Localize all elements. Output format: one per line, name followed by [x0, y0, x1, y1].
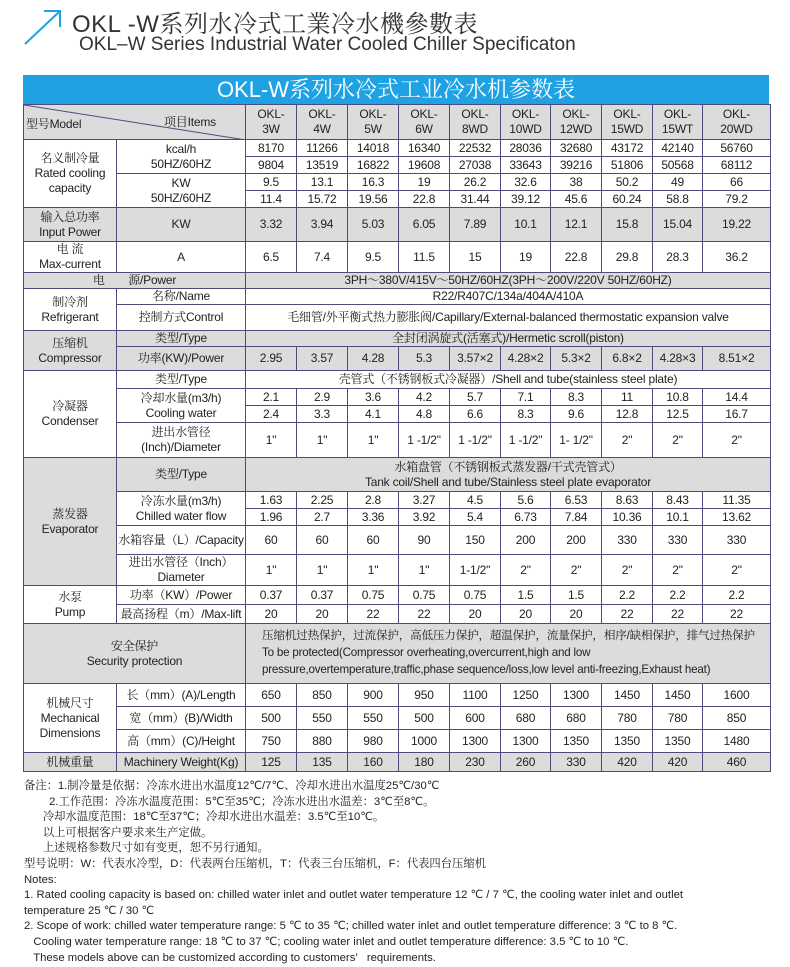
value-cell: 1480 [703, 730, 771, 753]
max-current-row [24, 242, 771, 273]
value-cell: 1.63 [246, 492, 297, 509]
value-cell: 5.03 [348, 208, 399, 242]
refrigerant-row [24, 305, 771, 331]
note-line: 型号说明：W：代表水冷型，D：代表两台压缩机，T：代表三台压缩机，F：代表四台压缩机 [24, 857, 486, 870]
value-cell: 22 [703, 605, 771, 624]
value-cell: 13519 [297, 157, 348, 174]
value-cell: 9.5 [348, 242, 399, 273]
value-cell: 1 -1/2" [399, 423, 450, 458]
value-cell: 49 [653, 174, 703, 191]
value-cell: 3.92 [399, 509, 450, 526]
value-cell: 0.75 [450, 586, 501, 605]
value-cell: 15.72 [297, 191, 348, 208]
value-cell: 3.57 [297, 347, 348, 371]
weight-row [24, 753, 771, 772]
sub-label: 长（mm）(A)/Length [117, 684, 246, 707]
value-cell: 9804 [246, 157, 297, 174]
note-line: 以上可根据客户要求来生产定做。 [24, 826, 213, 839]
value-cell: 0.37 [246, 586, 297, 605]
group-label: 冷凝器 Condenser [24, 371, 117, 458]
value-cell: 16.3 [348, 174, 399, 191]
value-cell: 20 [297, 605, 348, 624]
value-cell: 3.32 [246, 208, 297, 242]
value-cell: 79.2 [703, 191, 771, 208]
value-cell: 2" [501, 555, 551, 586]
value-cell: 13.1 [297, 174, 348, 191]
note-line: 2.工作范围：冷冻水温度范围：5℃至35℃；冷冻水进出水温差：3℃至8℃。 [24, 795, 435, 808]
value-cell: 33643 [501, 157, 551, 174]
sub-label: 功率（KW）/Power [117, 586, 246, 605]
value-cell: 1300 [501, 730, 551, 753]
notes [24, 779, 683, 966]
value-cell: 650 [246, 684, 297, 707]
value-cell: 4.28×2 [501, 347, 551, 371]
group-label: 机械重量 [24, 753, 117, 772]
value-cell: 2" [602, 555, 653, 586]
value-cell: 330 [551, 753, 602, 772]
value-cell: 19.56 [348, 191, 399, 208]
value-cell: 260 [501, 753, 551, 772]
value-cell: 500 [399, 707, 450, 730]
sub-label: 高（mm）(C)/Height [117, 730, 246, 753]
sub-label: 宽（mm）(B)/Width [117, 707, 246, 730]
value-cell: 60 [246, 526, 297, 555]
value-cell: 8.63 [602, 492, 653, 509]
value-cell: 1" [348, 423, 399, 458]
value-cell: 4.28×3 [653, 347, 703, 371]
heading-english: OKL–W Series Industrial Water Cooled Chiller Specificaton [79, 34, 576, 55]
value-cell: 15 [450, 242, 501, 273]
model-header: OKL- 10WD [501, 105, 551, 140]
sub-label: Machinery Weight(Kg) [117, 753, 246, 772]
arrow-up-right-icon [22, 6, 66, 46]
value-cell: 420 [653, 753, 703, 772]
value-cell: 2.1 [246, 389, 297, 406]
value-cell: 180 [399, 753, 450, 772]
value-cell: 5.6 [501, 492, 551, 509]
value-cell: 5.3 [399, 347, 450, 371]
value-cell: 壳管式（不锈钢板式冷凝器）/Shell and tube(stainless steel plate) [246, 371, 771, 389]
value-cell: 2.2 [602, 586, 653, 605]
value-cell: 11266 [297, 140, 348, 157]
condenser-row [24, 371, 771, 389]
value-cell: 680 [501, 707, 551, 730]
value-cell: 9.5 [246, 174, 297, 191]
value-cell: 900 [348, 684, 399, 707]
value-cell: 125 [246, 753, 297, 772]
value-cell: 19608 [399, 157, 450, 174]
value-cell: 4.2 [399, 389, 450, 406]
sub-label: 进出水管径 (Inch)/Diameter [117, 423, 246, 458]
evaporator-row [24, 526, 771, 555]
value-cell: 4.8 [399, 406, 450, 423]
note-line: 冷却水温度范围：18℃至37℃；冷却水进出水温差：3.5℃至10℃。 [24, 811, 385, 824]
value-cell: 550 [348, 707, 399, 730]
value-cell: 5.3×2 [551, 347, 602, 371]
value-cell: 1" [348, 555, 399, 586]
sub-label: 类型/Type [117, 458, 246, 492]
value-cell: 330 [602, 526, 653, 555]
value-cell: 0.75 [399, 586, 450, 605]
value-cell: 6.6 [450, 406, 501, 423]
dimensions-row [24, 707, 771, 730]
value-cell: 230 [450, 753, 501, 772]
value-cell: 1.5 [551, 586, 602, 605]
value-cell: 1250 [501, 684, 551, 707]
value-cell: 2.4 [246, 406, 297, 423]
value-cell: 20 [450, 605, 501, 624]
value-cell: 6.8×2 [602, 347, 653, 371]
value-cell: 56760 [703, 140, 771, 157]
value-cell: 3.36 [348, 509, 399, 526]
value-cell: 2.7 [297, 509, 348, 526]
pump-row [24, 605, 771, 624]
value-cell: 14018 [348, 140, 399, 157]
value-cell: 150 [450, 526, 501, 555]
value-cell: 1- 1/2" [551, 423, 602, 458]
value-cell: 4.1 [348, 406, 399, 423]
value-cell: 50568 [653, 157, 703, 174]
value-cell: 27038 [450, 157, 501, 174]
sub-label: kcal/h 50HZ/60HZ [117, 140, 246, 174]
value-cell: 3.6 [348, 389, 399, 406]
value-cell: 16340 [399, 140, 450, 157]
value-cell: 850 [297, 684, 348, 707]
value-cell: 750 [246, 730, 297, 753]
value-cell: 2" [653, 423, 703, 458]
sub-label: KW 50HZ/60HZ [117, 174, 246, 208]
pump-row [24, 586, 771, 605]
value-cell: 15.04 [653, 208, 703, 242]
value-cell: 13.62 [703, 509, 771, 526]
value-cell: 1600 [703, 684, 771, 707]
group-label: 名义制冷量 Rated cooling capacity [24, 140, 117, 208]
sub-label: 冷却水量(m3/h) Cooling water [117, 389, 246, 423]
compressor-row [24, 347, 771, 371]
sub-label: 类型/Type [117, 371, 246, 389]
value-cell: 32.6 [501, 174, 551, 191]
group-label: 机械尺寸 Mechanical Dimensions [24, 684, 117, 753]
value-cell: 1300 [450, 730, 501, 753]
group-label: 制冷剂 Refrigerant [24, 289, 117, 331]
value-cell: 39.12 [501, 191, 551, 208]
value-cell: 29.8 [602, 242, 653, 273]
spec-table [23, 104, 771, 772]
model-header: OKL- 15WD [602, 105, 653, 140]
value-cell: 12.1 [551, 208, 602, 242]
evaporator-row [24, 492, 771, 509]
value-cell: 15.8 [602, 208, 653, 242]
value-cell: R22/R407C/134a/404A/410A [246, 289, 771, 305]
model-header: OKL- 15WT [653, 105, 703, 140]
group-label: 压缩机 Compressor [24, 331, 117, 371]
value-cell: 1" [297, 555, 348, 586]
value-cell: 38 [551, 174, 602, 191]
value-cell: 26.2 [450, 174, 501, 191]
value-cell: 3PH～380V/415V～50HZ/60HZ(3PH～200V/220V 50HZ/60HZ) [246, 273, 771, 289]
value-cell: 7.1 [501, 389, 551, 406]
value-cell: 51806 [602, 157, 653, 174]
value-cell: 4.28 [348, 347, 399, 371]
value-cell: 压缩机过热保护，过流保护，高低压力保护，超温保护，流量保护，相序/缺相保护，排气过热保护 To be protected(Compressor overheating,overcurrent,high and low pressure,overtemperature,traffic,phase sequence/loss,low level anti-freezing,Exhaust heat) [246, 624, 771, 684]
value-cell: 780 [653, 707, 703, 730]
value-cell: 8.3 [551, 389, 602, 406]
model-header: OKL- 5W [348, 105, 399, 140]
value-cell: 8.43 [653, 492, 703, 509]
note-line: 备注：1.制冷量是依据：冷冻水进出水温度12℃/7℃、冷却水进出水温度25℃/30℃ [24, 780, 440, 792]
value-cell: 16822 [348, 157, 399, 174]
power-row [24, 273, 771, 289]
value-cell: 3.94 [297, 208, 348, 242]
value-cell: 2" [703, 555, 771, 586]
value-cell: 1.96 [246, 509, 297, 526]
value-cell: 6.53 [551, 492, 602, 509]
value-cell: 6.05 [399, 208, 450, 242]
value-cell: 1000 [399, 730, 450, 753]
value-cell: 6.73 [501, 509, 551, 526]
condenser-row [24, 423, 771, 458]
compressor-row [24, 331, 771, 347]
value-cell: 2.8 [348, 492, 399, 509]
value-cell: 10.36 [602, 509, 653, 526]
value-cell: 980 [348, 730, 399, 753]
value-cell: 1-1/2" [450, 555, 501, 586]
value-cell: 10.8 [653, 389, 703, 406]
value-cell: 22 [348, 605, 399, 624]
note-line: temperature 25 ℃ / 30 ℃ [24, 904, 155, 917]
value-cell: 42140 [653, 140, 703, 157]
group-label: 输入总功率 Input Power [24, 208, 117, 242]
evaporator-row [24, 555, 771, 586]
value-cell: 2.2 [703, 586, 771, 605]
note-line: Cooling water temperature range: 18 ℃ to 37 ℃; cooling water inlet and outlet temperature difference: 3.5 ℃ to 10 ℃. [24, 935, 629, 948]
value-cell: 600 [450, 707, 501, 730]
value-cell: 22 [653, 605, 703, 624]
value-cell: 3.3 [297, 406, 348, 423]
value-cell: 19.22 [703, 208, 771, 242]
value-cell: 200 [501, 526, 551, 555]
note-line: Notes: [24, 873, 57, 886]
value-cell: 28036 [501, 140, 551, 157]
value-cell: 43172 [602, 140, 653, 157]
value-cell: 28.3 [653, 242, 703, 273]
value-cell: 32680 [551, 140, 602, 157]
value-cell: 2" [551, 555, 602, 586]
sub-label: 冷冻水量(m3/h) Chilled water flow [117, 492, 246, 526]
value-cell: 11.5 [399, 242, 450, 273]
model-header: OKL- 12WD [551, 105, 602, 140]
refrigerant-row [24, 289, 771, 305]
value-cell: 1 -1/2" [501, 423, 551, 458]
model-label: 型号Model [26, 117, 82, 131]
value-cell: 1100 [450, 684, 501, 707]
value-cell: 36.2 [703, 242, 771, 273]
value-cell: 31.44 [450, 191, 501, 208]
value-cell: 12.5 [653, 406, 703, 423]
sub-label: KW [117, 208, 246, 242]
value-cell: 2" [653, 555, 703, 586]
sub-label: 最高扬程（m）/Max-lift [117, 605, 246, 624]
value-cell: 2.25 [297, 492, 348, 509]
value-cell: 60 [348, 526, 399, 555]
value-cell: 7.89 [450, 208, 501, 242]
value-cell: 2.95 [246, 347, 297, 371]
value-cell: 950 [399, 684, 450, 707]
value-cell: 1" [399, 555, 450, 586]
value-cell: 2" [703, 423, 771, 458]
value-cell: 8.3 [501, 406, 551, 423]
value-cell: 16.7 [703, 406, 771, 423]
value-cell: 6.5 [246, 242, 297, 273]
sub-label: 进出水管径（Inch） Diameter [117, 555, 246, 586]
sub-label: 功率(KW)/Power [117, 347, 246, 371]
value-cell: 330 [653, 526, 703, 555]
value-cell: 7.4 [297, 242, 348, 273]
model-header: OKL- 3W [246, 105, 297, 140]
model-header: OKL- 6W [399, 105, 450, 140]
value-cell: 1350 [653, 730, 703, 753]
value-cell: 200 [551, 526, 602, 555]
value-cell: 19 [399, 174, 450, 191]
value-cell: 20 [501, 605, 551, 624]
note-line: These models above can be customized according to customers’ requirements. [24, 951, 436, 964]
value-cell: 90 [399, 526, 450, 555]
value-cell: 2" [602, 423, 653, 458]
value-cell: 1" [246, 555, 297, 586]
security-row [24, 624, 771, 684]
value-cell: 22 [399, 605, 450, 624]
value-cell: 毛细管/外平衡式热力膨胀阀/Capillary/External-balanced thermostatic expansion valve [246, 305, 771, 331]
dimensions-row [24, 730, 771, 753]
sub-label: A [117, 242, 246, 273]
group-label: 电 流 Max-current [24, 242, 117, 273]
value-cell: 2.2 [653, 586, 703, 605]
value-cell: 1.5 [501, 586, 551, 605]
model-header: OKL- 4W [297, 105, 348, 140]
value-cell: 22.8 [551, 242, 602, 273]
value-cell: 880 [297, 730, 348, 753]
items-label: 项目Items [164, 115, 216, 129]
value-cell: 68112 [703, 157, 771, 174]
value-cell: 1450 [602, 684, 653, 707]
value-cell: 1350 [602, 730, 653, 753]
value-cell: 3.27 [399, 492, 450, 509]
value-cell: 50.2 [602, 174, 653, 191]
note-line: 1. Rated cooling capacity is based on: chilled water inlet and outlet water temperature 12 ℃ / 7 ℃, the cooling water inlet and outlet [24, 889, 684, 902]
value-cell: 20 [246, 605, 297, 624]
value-cell: 10.1 [653, 509, 703, 526]
value-cell: 850 [703, 707, 771, 730]
value-cell: 60 [297, 526, 348, 555]
value-cell: 680 [551, 707, 602, 730]
header-model-items [24, 105, 246, 140]
cooling-row [24, 140, 771, 157]
value-cell: 500 [246, 707, 297, 730]
value-cell: 7.84 [551, 509, 602, 526]
value-cell: 14.4 [703, 389, 771, 406]
value-cell: 22 [602, 605, 653, 624]
value-cell: 8170 [246, 140, 297, 157]
value-cell: 5.4 [450, 509, 501, 526]
sub-label: 类型/Type [117, 331, 246, 347]
value-cell: 水箱盘管（不锈钢板式蒸发器/干式壳管式） Tank coil/Shell and tube/Stainless steel plate evaporator [246, 458, 771, 492]
value-cell: 9.6 [551, 406, 602, 423]
value-cell: 8.51×2 [703, 347, 771, 371]
value-cell: 160 [348, 753, 399, 772]
value-cell: 550 [297, 707, 348, 730]
cooling-row [24, 174, 771, 191]
group-label: 安全保护 Security protection [24, 624, 246, 684]
model-header: OKL- 8WD [450, 105, 501, 140]
value-cell: 45.6 [551, 191, 602, 208]
value-cell: 460 [703, 753, 771, 772]
sub-label: 水箱容量（L）/Capacity [117, 526, 246, 555]
value-cell: 58.8 [653, 191, 703, 208]
group-label: 电 源/Power [24, 273, 246, 289]
condenser-row [24, 389, 771, 406]
group-label: 蒸发器 Evaporator [24, 458, 117, 586]
value-cell: 12.8 [602, 406, 653, 423]
value-cell: 780 [602, 707, 653, 730]
table-title: OKL-W系列水冷式工业冷水机参数表 [23, 75, 769, 104]
value-cell: 39216 [551, 157, 602, 174]
value-cell: 5.7 [450, 389, 501, 406]
value-cell: 20 [551, 605, 602, 624]
evaporator-row [24, 458, 771, 492]
value-cell: 全封闭涡旋式(活塞式)/Hermetic scroll(piston) [246, 331, 771, 347]
value-cell: 1" [246, 423, 297, 458]
value-cell: 1300 [551, 684, 602, 707]
value-cell: 2.9 [297, 389, 348, 406]
sub-label: 名称/Name [117, 289, 246, 305]
value-cell: 135 [297, 753, 348, 772]
value-cell: 4.5 [450, 492, 501, 509]
value-cell: 66 [703, 174, 771, 191]
value-cell: 10.1 [501, 208, 551, 242]
value-cell: 22532 [450, 140, 501, 157]
value-cell: 1450 [653, 684, 703, 707]
note-line: 2. Scope of work: chilled water temperature range: 5 ℃ to 35 ℃; chilled water inlet and outlet temperature difference: 3 ℃ to 8 ℃. [24, 920, 678, 933]
value-cell: 0.75 [348, 586, 399, 605]
value-cell: 330 [703, 526, 771, 555]
value-cell: 0.37 [297, 586, 348, 605]
value-cell: 420 [602, 753, 653, 772]
value-cell: 22.8 [399, 191, 450, 208]
input-power-row [24, 208, 771, 242]
value-cell: 1350 [551, 730, 602, 753]
note-line: 上述规格参数尺寸如有变更，恕不另行通知。 [24, 842, 269, 855]
value-cell: 1 -1/2" [450, 423, 501, 458]
group-label: 水泵 Pump [24, 586, 117, 624]
value-cell: 11 [602, 389, 653, 406]
value-cell: 3.57×2 [450, 347, 501, 371]
value-cell: 11.4 [246, 191, 297, 208]
sub-label: 控制方式Control [117, 305, 246, 331]
header-row [24, 105, 771, 140]
model-header: OKL- 20WD [703, 105, 771, 140]
dimensions-row [24, 684, 771, 707]
value-cell: 11.35 [703, 492, 771, 509]
value-cell: 60.24 [602, 191, 653, 208]
value-cell: 19 [501, 242, 551, 273]
value-cell: 1" [297, 423, 348, 458]
heading-chinese: OKL -W系列水冷式工業冷水機參數表 [72, 11, 478, 38]
